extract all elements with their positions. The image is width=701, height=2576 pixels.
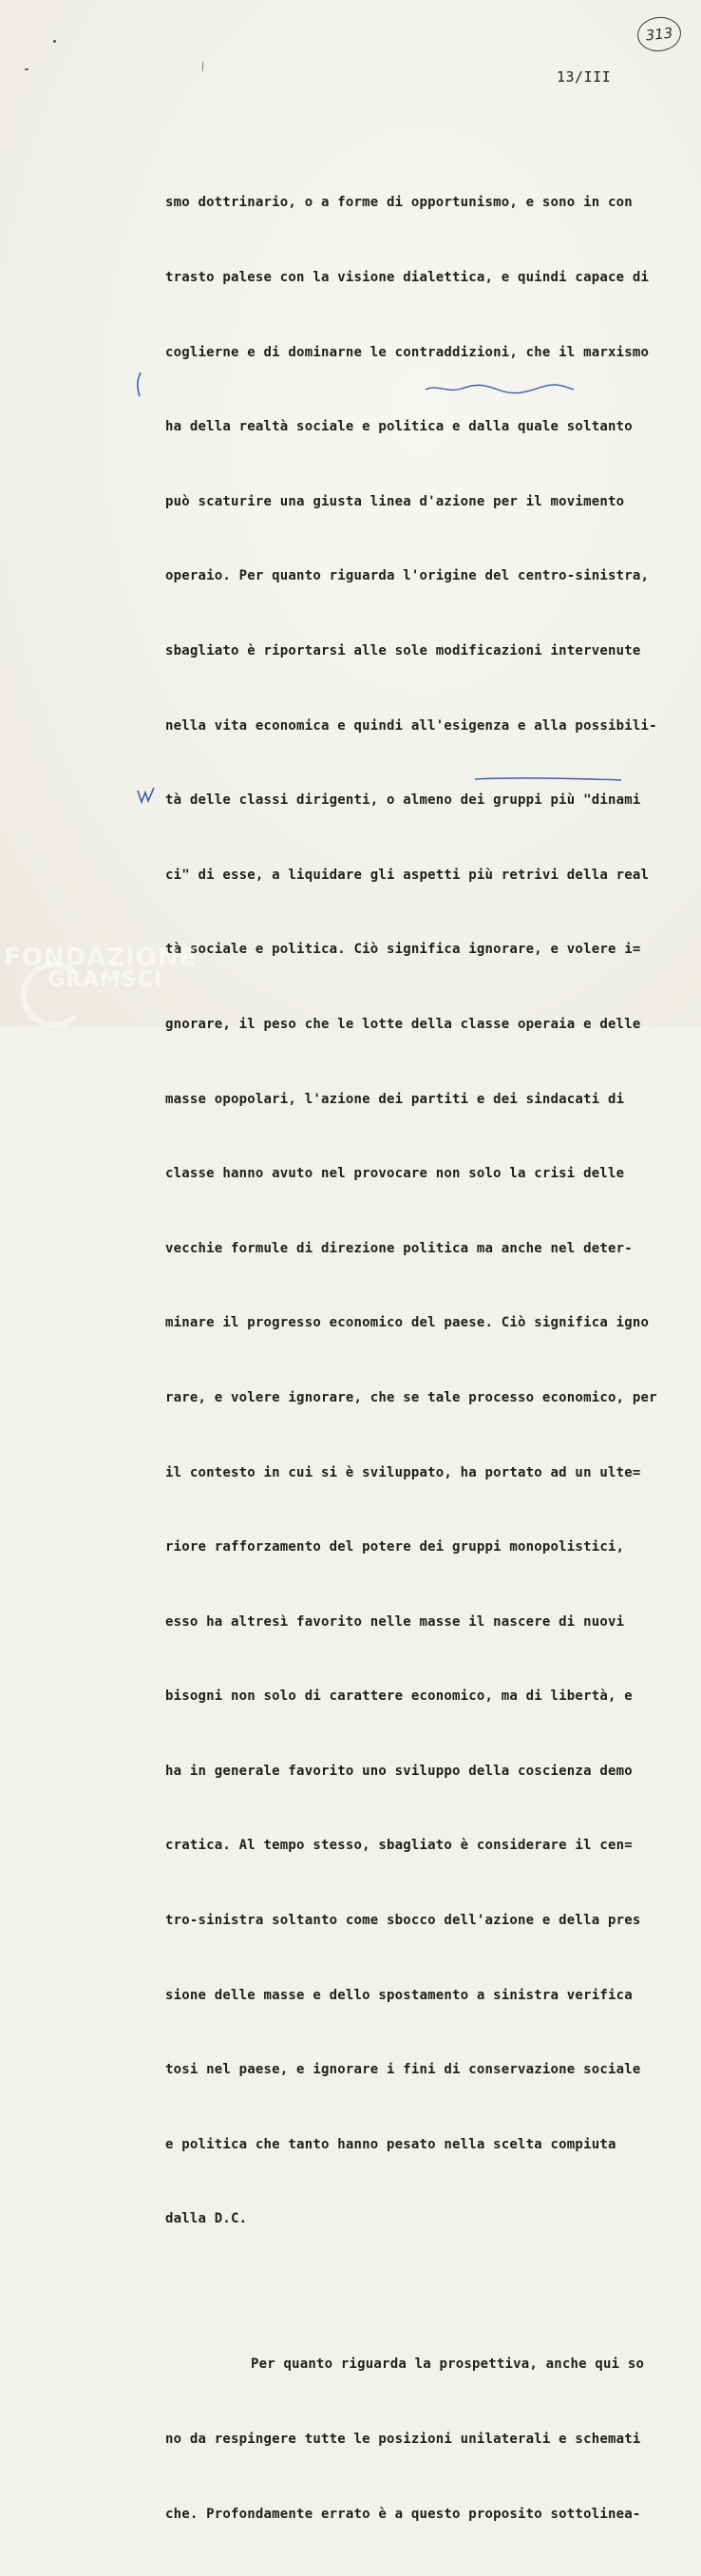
- text-line: ha in generale favorito uno sviluppo della coscienza demo: [165, 1763, 633, 1779]
- archive-number: 313: [644, 24, 674, 45]
- text-line: esso ha altresì favorito nelle masse il nascere di nuovi: [165, 1613, 625, 1630]
- text-line: Per quanto riguarda la prospettiva, anche qui so: [251, 2357, 645, 2373]
- watermark-line-1: FONDAZIONE: [4, 944, 198, 972]
- text-line: ha della realtà sociale e politica e dalla quale soltanto: [165, 419, 633, 435]
- text-line: può scaturire una giusta linea d'azione per il movimento: [165, 493, 625, 509]
- paragraph-gap: [165, 2281, 669, 2302]
- text-line: e politica che tanto hanno pesato nella scelta compiuta: [165, 2136, 616, 2152]
- paper-speck: [53, 40, 56, 43]
- text-line: vecchie formule di direzione politica ma anche nel deter-: [165, 1240, 633, 1256]
- typewritten-body: [165, 141, 669, 2576]
- text-line: rare, e volere ignorare, che se tale processo economico, per: [165, 1389, 657, 1405]
- text-line: dalla D.C.: [165, 2211, 248, 2227]
- archive-number-stamp: [635, 15, 683, 54]
- text-line: tà sociale e politica. Ciò significa ignorare, e volere i=: [165, 942, 641, 958]
- text-line: trasto palese con la visione dialettica, e quindi capace di: [165, 270, 650, 285]
- text-line: minare il progresso economico del paese. Ciò significa igno: [165, 1315, 650, 1331]
- text-line: smo dottrinario, o a forme di opportunismo, e sono in con: [165, 195, 633, 211]
- text-line: ci" di esse, a liquidare gli aspetti più retrivi della real: [165, 867, 650, 883]
- text-line: che. Profondamente errato è a questo proposito sottolinea-: [165, 2506, 641, 2522]
- text-line: bisogni non solo di carattere economico, ma di libertà, e: [165, 1689, 633, 1705]
- text-line: masse opopolari, l'azione dei partiti e dei sindacati di: [165, 1091, 625, 1107]
- text-line: sione delle masse e dello spostamento a sinistra verifica: [165, 1987, 633, 2003]
- text-line: tà delle classi dirigenti, o almeno dei gruppi più "dinami: [165, 792, 641, 809]
- underline-conservazione-icon: [473, 774, 625, 784]
- text-line: cratica. Al tempo stesso, sbagliato è considerare il cen=: [165, 1838, 633, 1854]
- text-line: tosi nel paese, e ignorare i fini di conservazione sociale: [165, 2062, 641, 2078]
- text-line: nella vita economica e quindi all'esigenza e alla possibili-: [165, 717, 657, 734]
- text-line: gnorare, il peso che le lotte della classe operaia e delle: [165, 1016, 641, 1032]
- text-line: tro-sinistra soltanto come sbocco dell'azione e della pres: [165, 1913, 641, 1929]
- text-line: il contesto in cui si è sviluppato, ha portato ad un ulte=: [165, 1464, 641, 1480]
- text-line: coglierne e di dominarne le contraddizioni, che il marxismo: [165, 344, 650, 360]
- margin-checkmark-icon: [135, 785, 156, 806]
- watermark-line-2: GRAMSCI: [47, 968, 163, 992]
- page-reference: 13/III: [557, 68, 612, 86]
- text-line: sbagliato è riportarsi alle sole modificazioni intervenute: [165, 642, 641, 658]
- paper-speck: [202, 61, 203, 72]
- text-line: riore rafforzamento del potere dei gruppi monopolistici,: [165, 1539, 625, 1555]
- text-line: no da respingere tutte le posizioni unilaterali e schemati: [165, 2432, 641, 2448]
- text-line: operaio. Per quanto riguarda l'origine del centro-sinistra,: [165, 568, 650, 584]
- text-line: classe hanno avuto nel provocare non solo la crisi delle: [165, 1166, 625, 1182]
- archive-watermark: [4, 946, 197, 992]
- wavy-underline-icon: [424, 382, 576, 395]
- paper-speck: [25, 68, 28, 70]
- margin-mark-icon: [133, 371, 146, 399]
